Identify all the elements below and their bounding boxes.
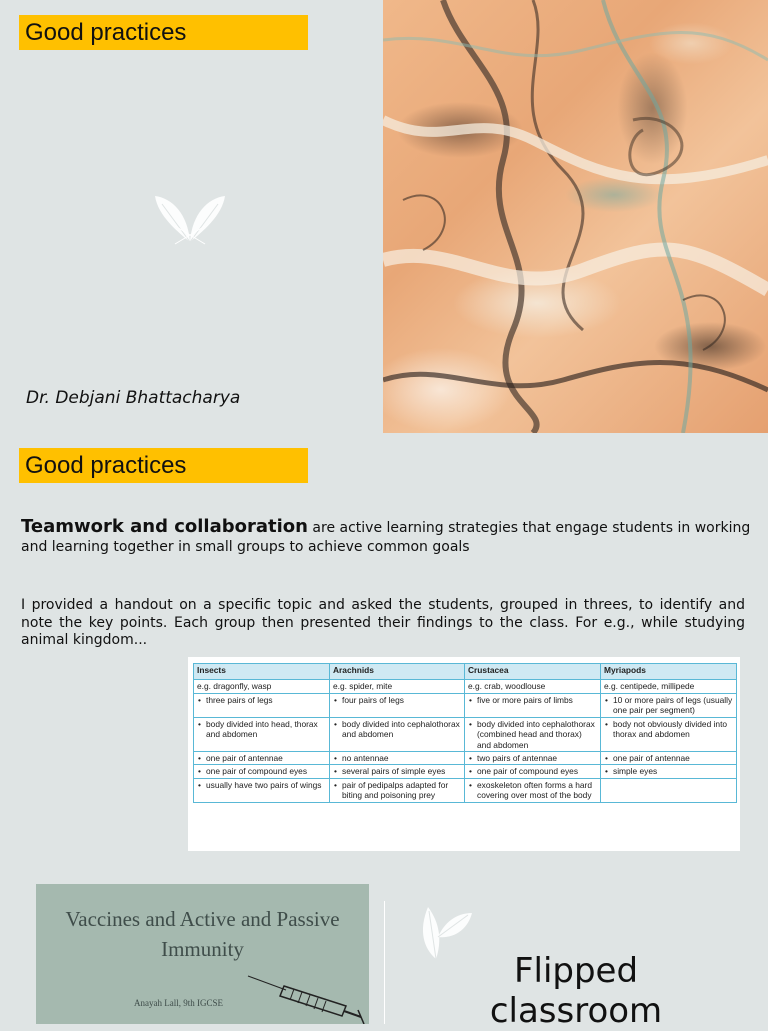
- table-cell: • one pair of compound eyes: [194, 765, 330, 778]
- table-cell: • body divided into cephalothorax and abdomen: [330, 717, 465, 751]
- flipped-classroom-title: Flipped classroom: [489, 951, 663, 1031]
- header-arachnids: Arachnids: [330, 664, 465, 680]
- animal-kingdom-table-image: [188, 657, 740, 851]
- table-row: [194, 765, 737, 778]
- table-cell: e.g. crab, woodlouse: [465, 680, 601, 694]
- table-cell: • one pair of antennae: [194, 752, 330, 765]
- table-cell: • one pair of compound eyes: [465, 765, 601, 778]
- table-cell: e.g. spider, mite: [330, 680, 465, 694]
- table-cell: • body divided into cephalothorax (combined head and thorax) and abdomen: [465, 717, 601, 751]
- vaccine-slide-title: Vaccines and Active and Passive Immunity: [65, 907, 340, 961]
- table-cell: • one pair of antennae: [601, 752, 737, 765]
- slide-tag-good-practices: Good practices: [19, 15, 308, 50]
- table-cell: • usually have two pairs of wings: [194, 778, 330, 802]
- table-cell: • several pairs of simple eyes: [330, 765, 465, 778]
- header-myriapods: Myriapods: [601, 664, 737, 680]
- author-name: Dr. Debjani Bhattacharya: [26, 388, 241, 408]
- header-crustacea: Crustacea: [465, 664, 601, 680]
- table-cell: • two pairs of antennae: [465, 752, 601, 765]
- table-cell: • four pairs of legs: [330, 694, 465, 718]
- slide-divider: [384, 901, 385, 1024]
- table-cell: • 10 or more pairs of legs (usually one pair per segment): [601, 694, 737, 718]
- header-insects: Insects: [194, 664, 330, 680]
- slide-tag-good-practices-2: Good practices: [19, 448, 308, 483]
- table-cell: • body not obviously divided into thorax and abdomen: [601, 717, 737, 751]
- table-cell: • simple eyes: [601, 765, 737, 778]
- table-cell: e.g. dragonfly, wasp: [194, 680, 330, 694]
- table-cell: • body divided into head, thorax and abdomen: [194, 717, 330, 751]
- table-cell: • pair of pedipalps adapted for biting and poisoning prey: [330, 778, 465, 802]
- teamwork-lead: Teamwork and collaboration: [21, 516, 308, 537]
- table-cell: • five or more pairs of limbs: [465, 694, 601, 718]
- table-cell: e.g. centipede, millipede: [601, 680, 737, 694]
- table-row: [194, 717, 737, 751]
- teamwork-text: are active learning strategies that engage students in working and learning together in small groups to achieve common goals: [21, 520, 751, 555]
- table-cell-empty: [601, 778, 737, 802]
- table-cell: • no antennae: [330, 752, 465, 765]
- animal-kingdom-table: [193, 663, 737, 803]
- table-header-row: [194, 664, 737, 680]
- marble-image: [383, 0, 768, 433]
- table-cell: • exoskeleton often forms a hard covering over most of the body: [465, 778, 601, 802]
- table-row: [194, 752, 737, 765]
- table-cell: • three pairs of legs: [194, 694, 330, 718]
- table-row: [194, 778, 737, 802]
- vaccine-slide-thumbnail: [36, 884, 369, 1024]
- table-row-examples: [194, 680, 737, 694]
- syringe-icon: [246, 974, 369, 1024]
- leaves-icon: [150, 186, 230, 246]
- teamwork-paragraph: [21, 517, 751, 557]
- vaccine-slide-author: Anayah Lall, 9th IGCSE: [134, 998, 223, 1008]
- handout-paragraph: I provided a handout on a specific topic and asked the students, grouped in threes, to identify and note the key points. Each group then presented their findings to the class. For e.g., while studying animal kingdom...: [21, 597, 745, 648]
- table-row: [194, 694, 737, 718]
